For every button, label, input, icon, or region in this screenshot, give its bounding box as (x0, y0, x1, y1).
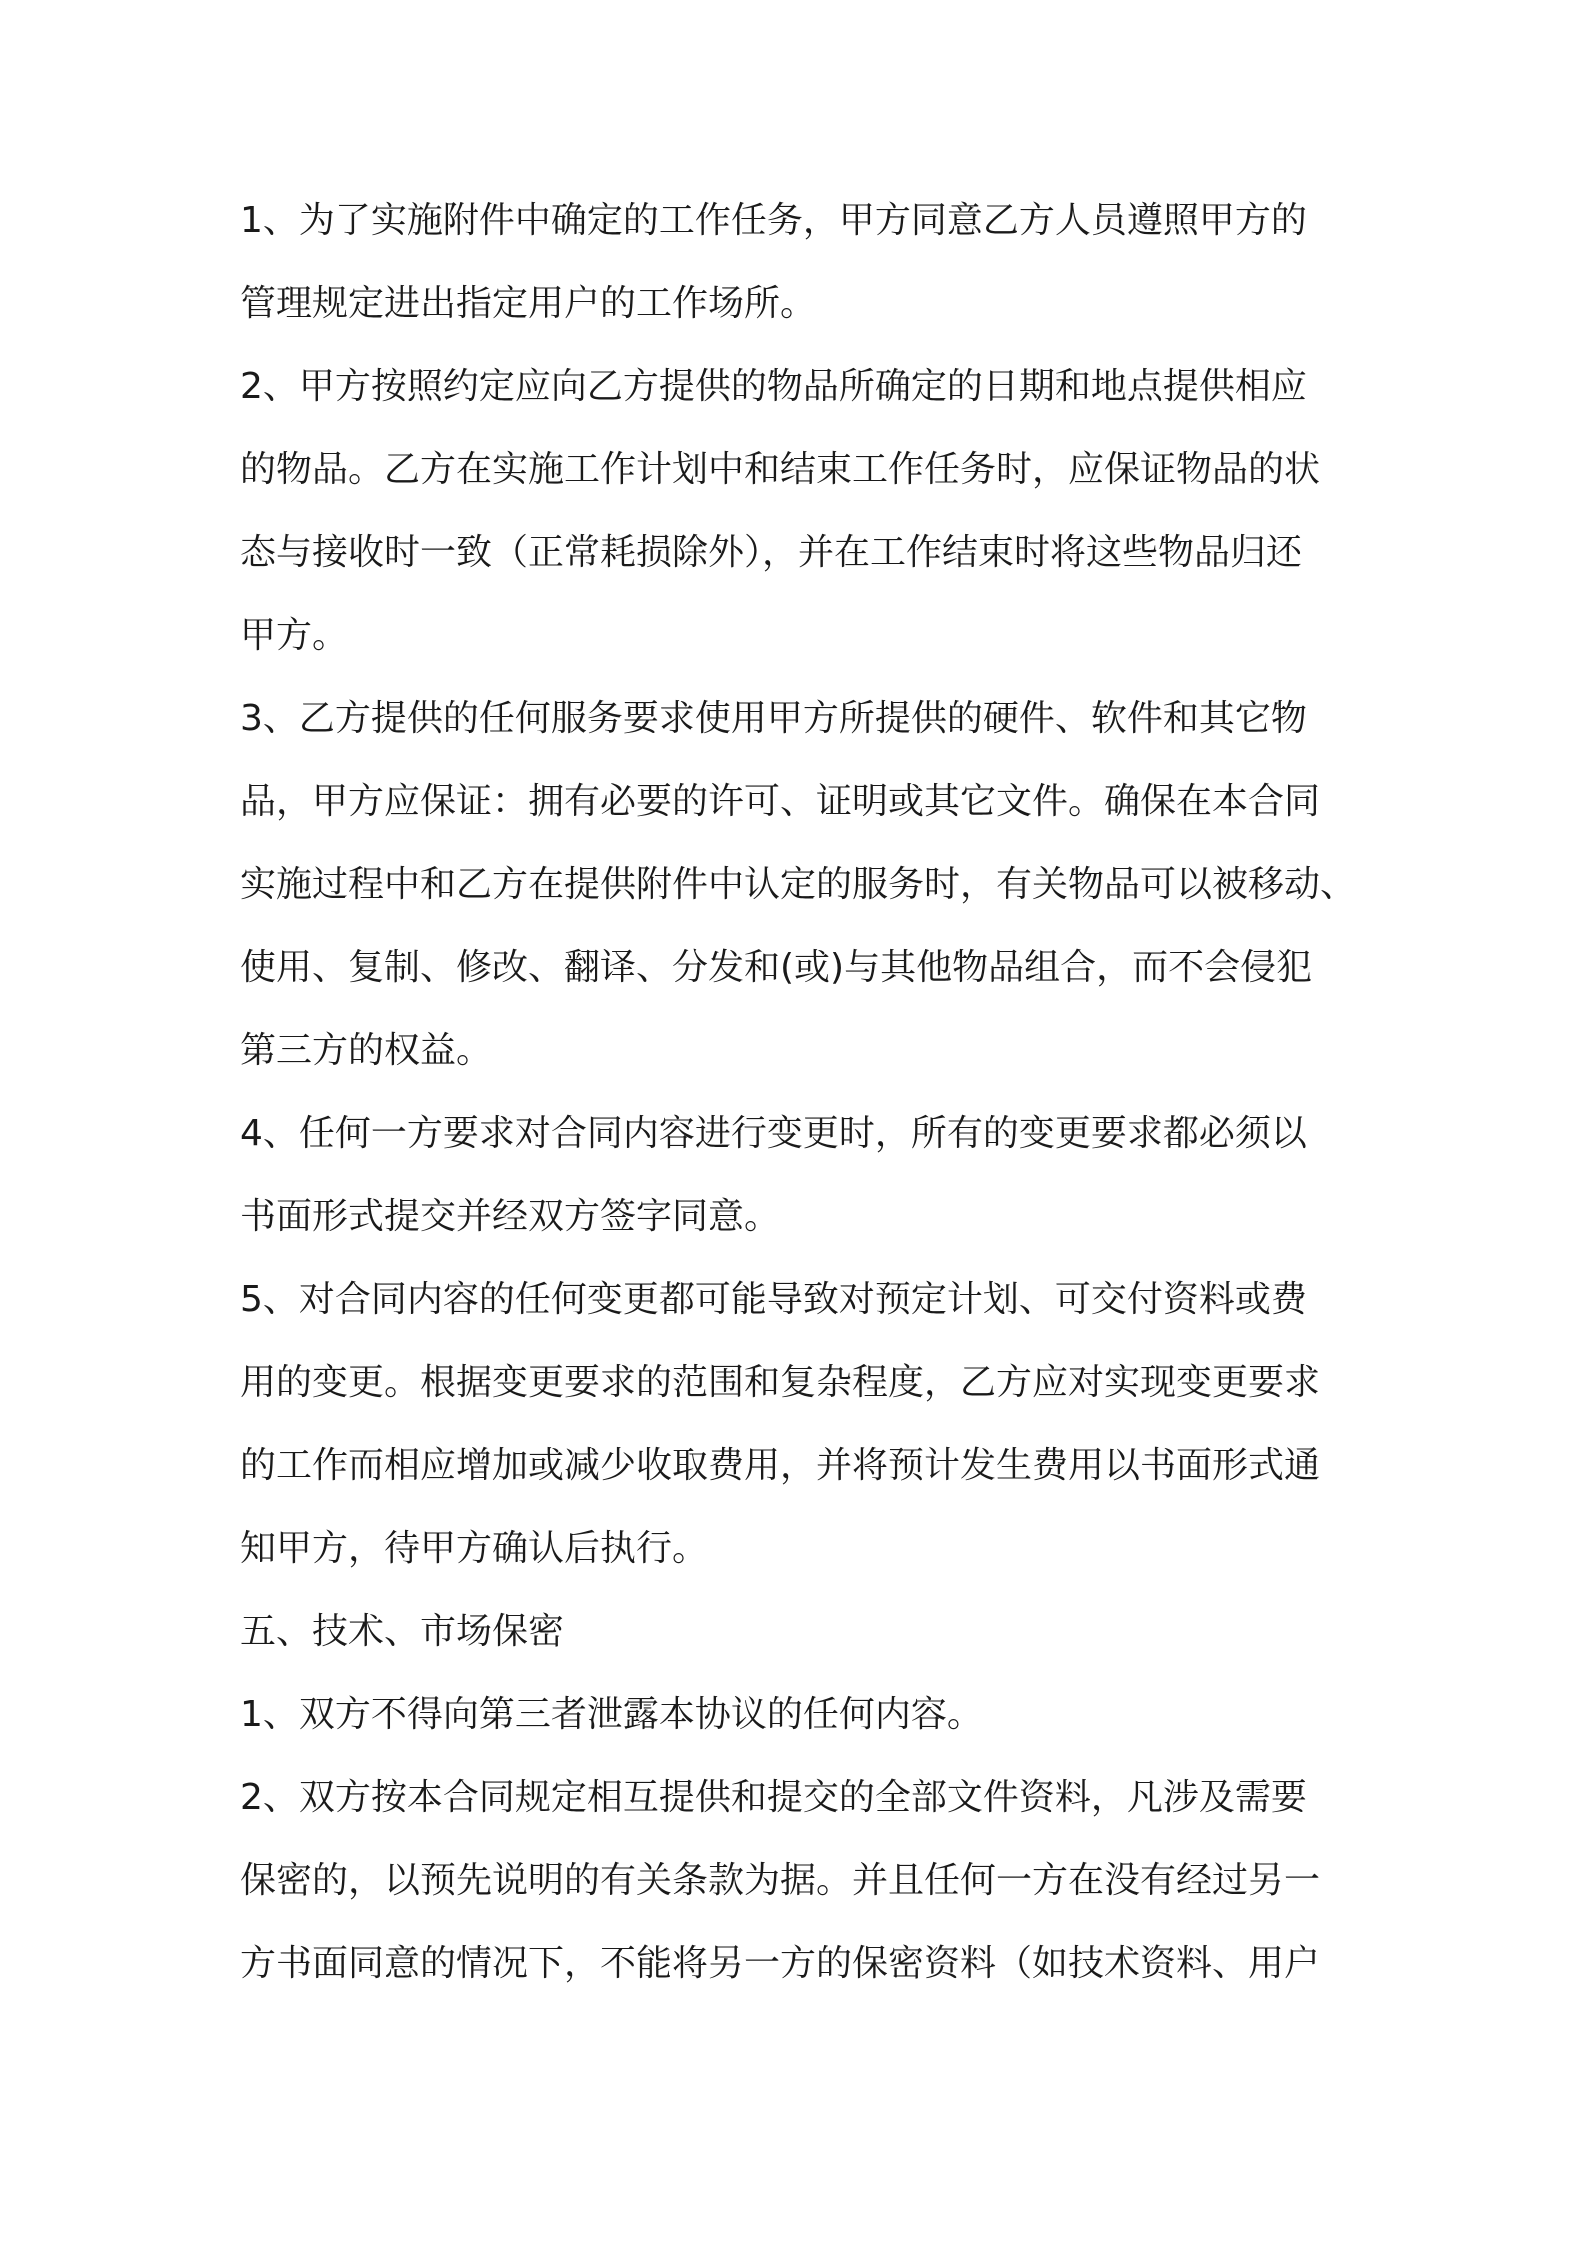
text-line: 方书面同意的情况下，不能将另一方的保密资料（如技术资料、用户 (240, 1943, 1321, 1984)
text-line: 知甲方，待甲方确认后执行。 (240, 1528, 709, 1569)
text-line: 书面形式提交并经双方签字同意。 (240, 1196, 781, 1237)
text-line: 态与接收时一致（正常耗损除外），并在工作结束时将这些物品归还 (240, 532, 1303, 573)
text-line: 2、甲方按照约定应向乙方提供的物品所确定的日期和地点提供相应 (240, 366, 1307, 407)
text-line: 品，甲方应保证：拥有必要的许可、证明或其它文件。确保在本合同 (240, 781, 1321, 822)
text-line: 1、为了实施附件中确定的工作任务，甲方同意乙方人员遵照甲方的 (240, 200, 1307, 241)
section-heading: 五、技术、市场保密 (240, 1611, 565, 1652)
text-line: 第三方的权益。 (240, 1030, 493, 1071)
text-line: 保密的，以预先说明的有关条款为据。并且任何一方在没有经过另一 (240, 1860, 1321, 1901)
text-line: 使用、复制、修改、翻译、分发和(或)与其他物品组合，而不会侵犯 (240, 947, 1313, 988)
text-line: 2、双方按本合同规定相互提供和提交的全部文件资料，凡涉及需要 (240, 1777, 1307, 1818)
text-line: 实施过程中和乙方在提供附件中认定的服务时，有关物品可以被移动、 (240, 864, 1357, 905)
document-body (240, 196, 1370, 2022)
text-line: 1、双方不得向第三者泄露本协议的任何内容。 (240, 1694, 983, 1735)
text-line: 4、任何一方要求对合同内容进行变更时，所有的变更要求都必须以 (240, 1113, 1307, 1154)
text-line: 3、乙方提供的任何服务要求使用甲方所提供的硬件、软件和其它物 (240, 698, 1307, 739)
text-line: 5、对合同内容的任何变更都可能导致对预定计划、可交付资料或费 (240, 1279, 1307, 1320)
text-line: 用的变更。根据变更要求的范围和复杂程度，乙方应对实现变更要求 (240, 1362, 1321, 1403)
text-line: 的工作而相应增加或减少收取费用，并将预计发生费用以书面形式通 (240, 1445, 1321, 1486)
text-line: 管理规定进出指定用户的工作场所。 (240, 283, 817, 324)
text-line: 的物品。乙方在实施工作计划中和结束工作任务时，应保证物品的状 (240, 449, 1321, 490)
text-line: 甲方。 (240, 615, 349, 656)
